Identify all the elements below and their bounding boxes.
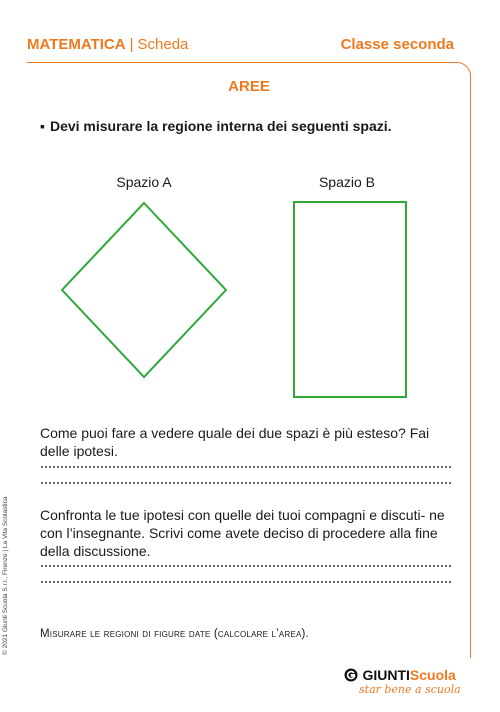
space-a-label: Spazio A: [116, 174, 172, 190]
publisher-logo: [344, 666, 456, 684]
answer-line[interactable]: [40, 482, 452, 484]
instruction-text: Devi misurare la regione interna dei seguenti spazi.: [49, 118, 392, 134]
space-b-label: Spazio B: [318, 174, 376, 190]
bullet-icon: ▪: [40, 118, 45, 134]
logo-brand-suffix: Scuola: [409, 666, 456, 683]
learning-objective: Misurare le regioni di figure date (calcolare l’area).: [40, 628, 309, 640]
space-a-diamond: [62, 203, 226, 377]
sheet-type-label: Scheda: [137, 36, 189, 53]
answer-line[interactable]: [40, 565, 452, 567]
question-1: Come puoi fare a vedere quale dei due spazi è più esteso? Fai delle ipotesi.: [40, 425, 430, 459]
space-b-rectangle: [294, 202, 406, 397]
answer-line[interactable]: [40, 466, 452, 468]
logo-brand: GIUNTI: [362, 666, 410, 683]
answer-line[interactable]: [40, 581, 452, 583]
logo-tagline: star bene a scuola: [359, 683, 461, 696]
copyright-notice: © 2021 Giunti Scuola S.r.l., Firenze | La Vita Scolastica: [2, 496, 9, 655]
page-title: AREE: [228, 78, 270, 95]
giunti-g-icon: [344, 668, 358, 682]
question-2: Confronta le tue ipotesi con quelle dei tuoi compagni e discuti- ne con l’insegnante. Scrivi come avete deciso di procedere alla fine della discussione.: [40, 507, 445, 559]
grade-label: Classe seconda: [340, 36, 454, 53]
subject-label: MATEMATICA: [27, 36, 126, 53]
header-separator: |: [129, 36, 134, 53]
